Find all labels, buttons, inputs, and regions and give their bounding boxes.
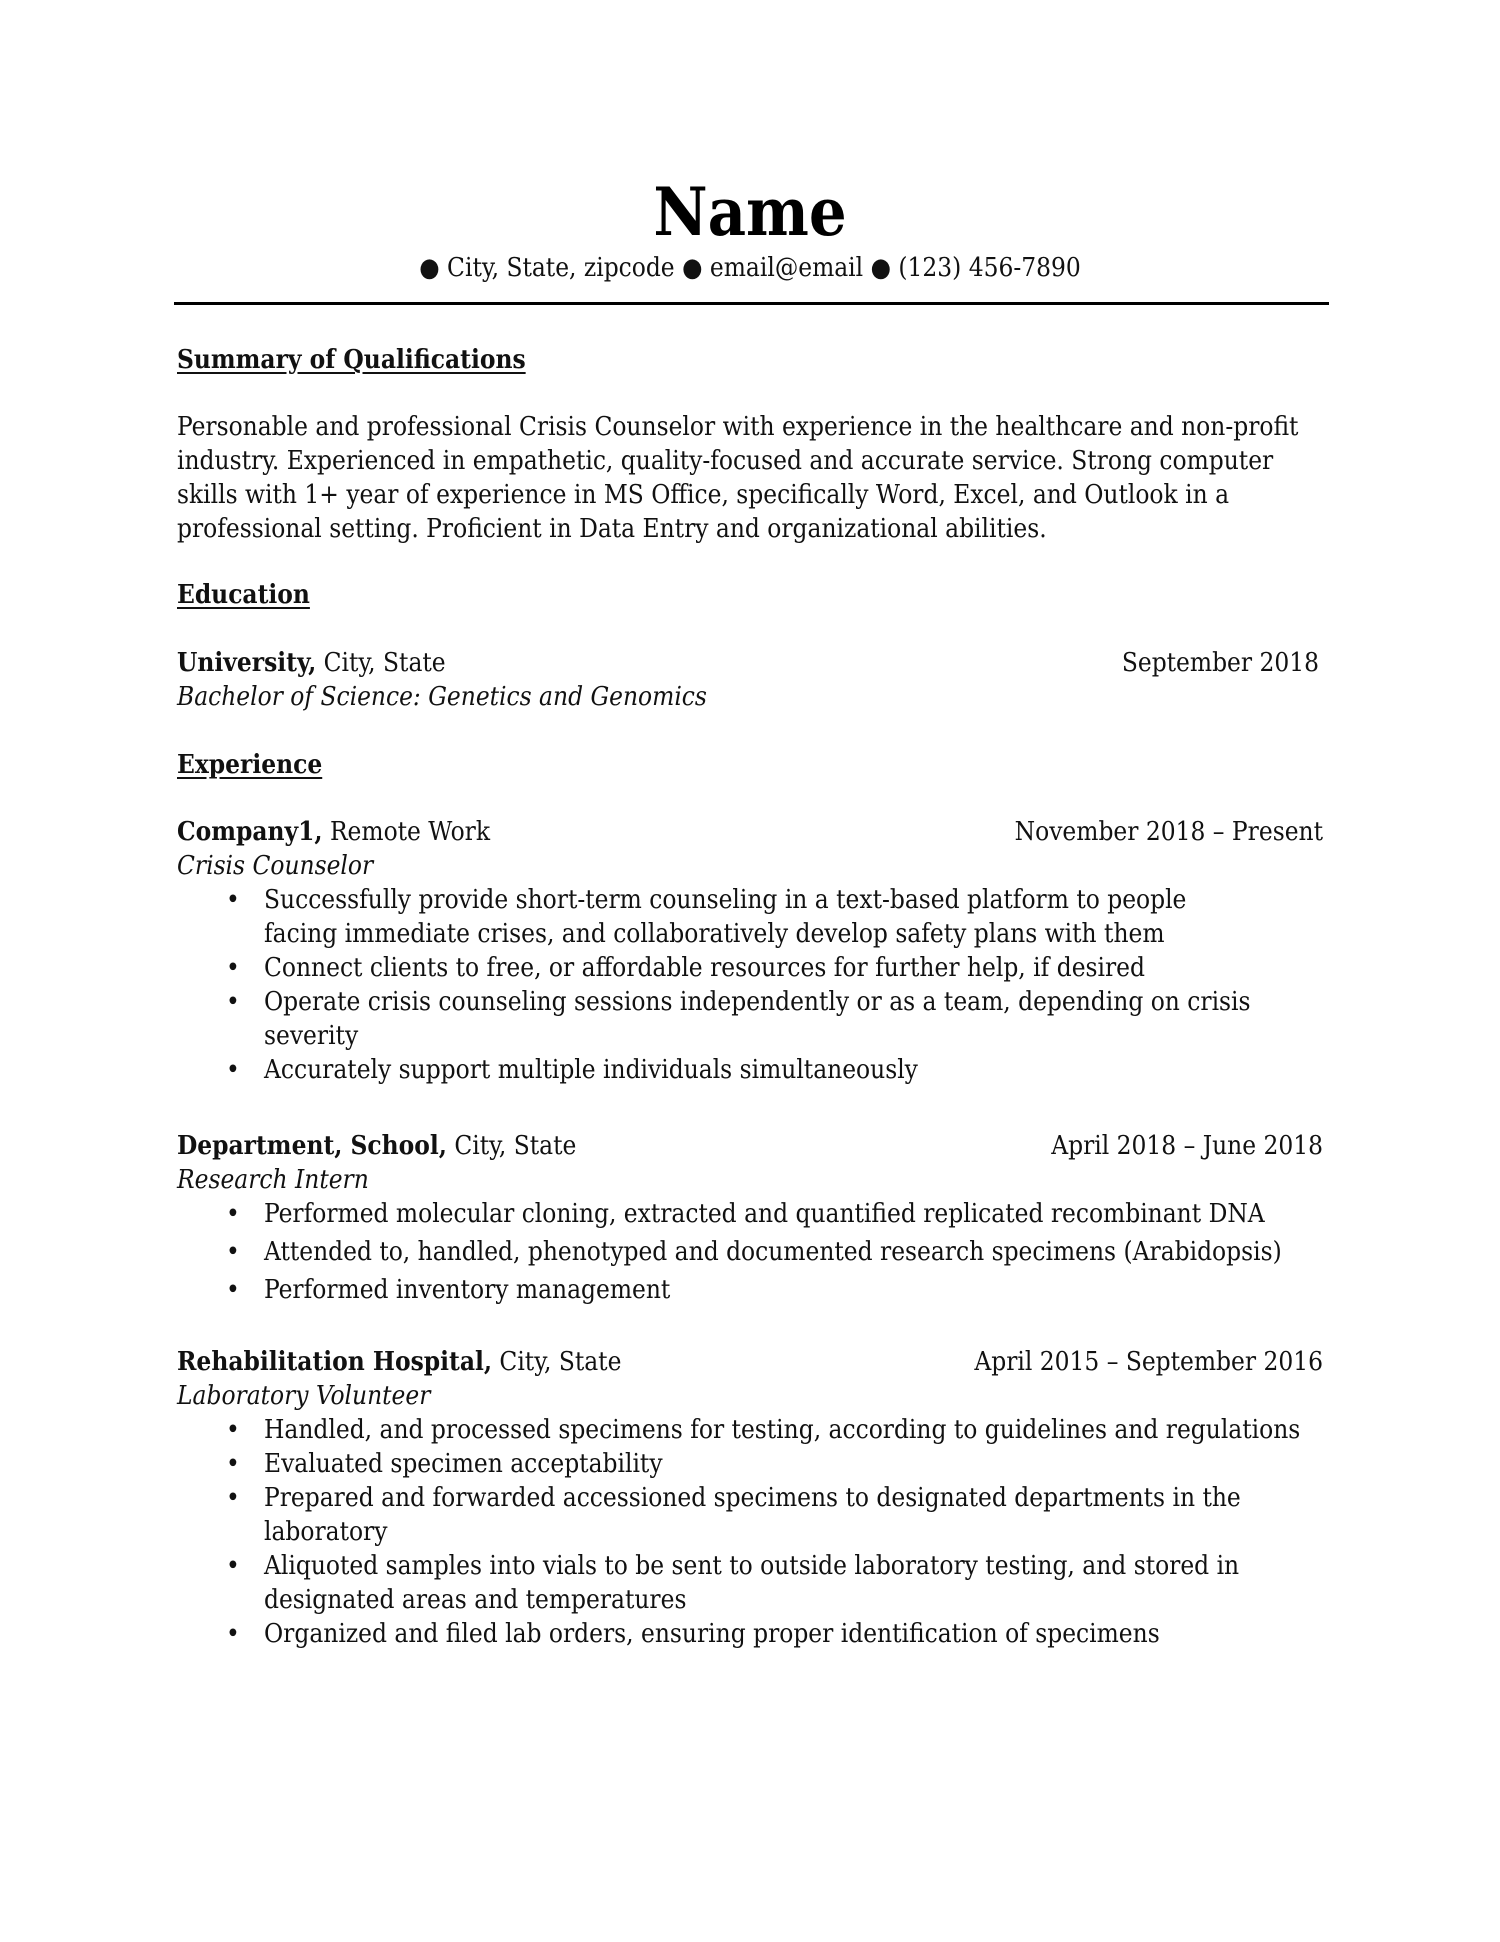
job-title: Crisis Counselor — [177, 851, 374, 881]
job-location: City, State — [446, 1131, 577, 1161]
job-title: Laboratory Volunteer — [177, 1381, 431, 1411]
job-bullet: • Successfully provide short-term counseling in a text-based platform to people facing immediate crises, and collaboratively develop safety plans with them — [264, 883, 1264, 951]
job-bullet: • Handled, and processed specimens for testing, according to guidelines and regulations — [264, 1413, 1264, 1447]
job-org: Company1, — [177, 817, 323, 847]
job-bullet: • Evaluated specimen acceptability — [264, 1447, 1264, 1481]
job-bullet: • Connect clients to free, or affordable resources for further help, if desired — [264, 951, 1264, 985]
job-date: April 2018 – June 2018 — [1051, 1131, 1323, 1161]
degree: Bachelor of Science: Genetics and Genomics — [177, 682, 707, 712]
job-location: Remote Work — [322, 817, 491, 847]
job-title: Research Intern — [177, 1165, 369, 1195]
education-heading: Education — [177, 580, 310, 610]
experience-heading: Experience — [177, 750, 323, 780]
job-bullet: • Operate crisis counseling sessions independently or as a team, depending on crisis severity — [264, 985, 1264, 1053]
job-location: City, State — [492, 1347, 622, 1377]
job-entry — [177, 815, 1323, 1087]
summary-text: Personable and professional Crisis Counselor with experience in the healthcare and non-profit industry. Experienced in empathetic, quality-focused and accurate service. Strong computer skills with 1+ year of experience in MS Office, specifically Word, Excel, and Outlook in a professional setting. Proficient in Data Entry and organizational abilities. — [177, 412, 1299, 544]
candidate-name: Name — [653, 173, 847, 251]
school-location: City, State — [316, 648, 446, 678]
job-entry — [177, 1129, 1323, 1311]
contact-info: ● City, State, zipcode ● email@email ● (123) 456-7890 — [419, 253, 1081, 283]
education-date: September 2018 — [1121, 648, 1319, 678]
job-date: April 2015 – September 2016 — [974, 1347, 1323, 1377]
summary-heading: Summary of Qualifications — [177, 345, 526, 375]
job-bullet: • Organized and filed lab orders, ensuring proper identification of specimens — [264, 1617, 1264, 1651]
job-bullet: • Prepared and forwarded accessioned specimens to designated departments in the laboratory — [264, 1481, 1264, 1549]
job-bullet: • Accurately support multiple individuals simultaneously — [264, 1053, 1264, 1087]
education-entry — [177, 646, 1319, 714]
job-bullet: • Performed molecular cloning, extracted and quantified replicated recombinant DNA — [264, 1197, 1334, 1231]
job-bullet: • Aliquoted samples into vials to be sent to outside laboratory testing, and stored in designated areas and temperatures — [264, 1549, 1264, 1617]
job-org: Department, School, — [177, 1131, 447, 1161]
job-entry — [177, 1345, 1323, 1651]
job-date: November 2018 – Present — [1014, 817, 1323, 847]
school-name: University, — [177, 648, 317, 678]
header-divider — [174, 302, 1329, 305]
job-bullet: • Attended to, handled, phenotyped and documented research specimens (Arabidopsis) — [264, 1235, 1334, 1269]
job-bullet: • Performed inventory management — [264, 1273, 1334, 1307]
job-org: Rehabilitation Hospital, — [177, 1347, 492, 1377]
